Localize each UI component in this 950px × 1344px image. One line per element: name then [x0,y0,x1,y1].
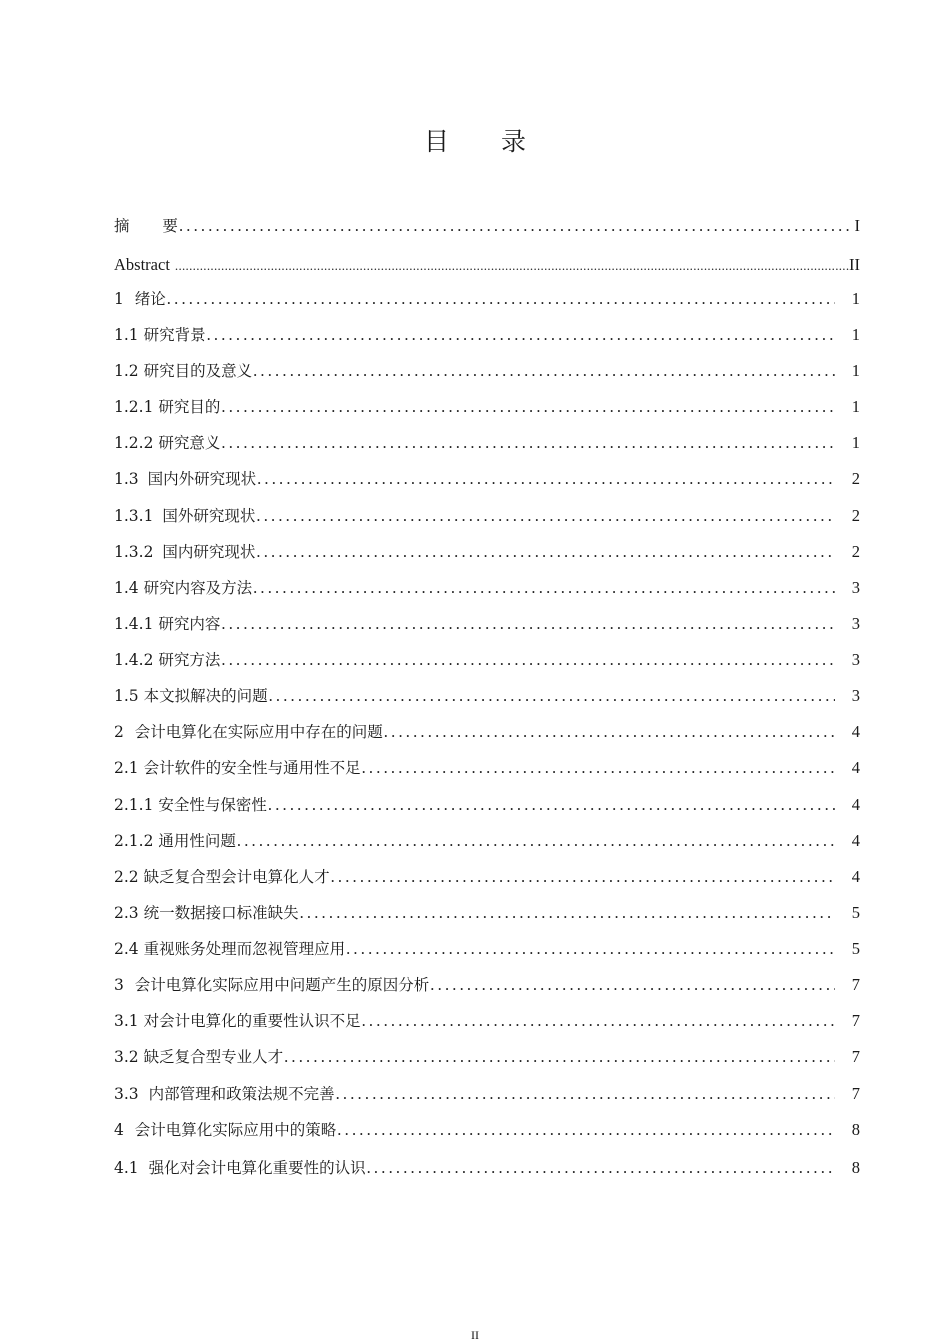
toc-leader [237,830,835,852]
toc-entry-page: 3 [851,650,860,669]
toc-entry-label: 1.2.2 研究意义 [114,434,221,452]
toc-leader [384,721,835,743]
toc-leader [300,902,835,924]
toc-leader [167,288,835,310]
toc-entry-label: 1 绪论 [114,290,166,308]
toc-entry-page: 1 [851,433,860,452]
toc-entry[interactable] [114,254,860,276]
toc-entry[interactable] [114,541,860,563]
toc-entry-page: 4 [851,795,860,814]
toc-leader [337,1119,835,1141]
toc-entry-label: 2.3 统一数据接口标准缺失 [114,904,299,922]
toc-entry[interactable] [114,1119,860,1141]
toc-entry-label: Abstract [114,255,170,274]
toc-entry-label: 2.1.2 通用性问题 [114,832,236,850]
toc-entry[interactable] [114,794,860,816]
toc-entry-page: 4 [851,867,860,886]
toc-entry-page: 2 [851,469,860,488]
toc-entry[interactable] [114,1083,860,1105]
toc-entry-page: 5 [851,939,860,958]
toc-entry-page: 8 [851,1158,860,1177]
toc-entry-page: II [849,255,860,274]
toc-entry[interactable] [114,613,860,635]
toc-leader [253,577,835,599]
toc-entry-page: 7 [851,1084,860,1103]
toc-entry-page: 3 [851,686,860,705]
toc-entry[interactable] [114,215,860,237]
toc-entry-label: 1.3 国内外研究现状 [114,470,257,488]
toc-leader [256,505,835,527]
toc-entry[interactable] [114,288,860,310]
toc-entry-label: 3 会计电算化实际应用中问题产生的原因分析 [114,976,430,994]
toc-entry-label: 1.4.1 研究内容 [114,615,221,633]
toc-entry-label: 4 会计电算化实际应用中的策略 [114,1121,337,1139]
toc-entry[interactable] [114,866,860,888]
toc-entry-label: 2.1.1 安全性与保密性 [114,796,267,814]
toc-entry-page: 4 [851,831,860,850]
toc-leader [221,396,835,418]
toc-entry-page: 4 [851,722,860,741]
toc-leader [221,649,835,671]
toc-entry-label: 3.2 缺乏复合型专业人才 [114,1048,284,1066]
toc-leader [331,866,835,888]
toc-entry-label: 1.3.2 国内研究现状 [114,543,256,561]
toc-entry[interactable] [114,1010,860,1032]
toc-entry-page: 2 [851,506,860,525]
page-number-footer: II [471,1328,479,1342]
toc-entry[interactable] [114,468,860,490]
toc-leader [253,360,835,382]
toc-entry[interactable] [114,974,860,996]
toc-entry[interactable] [114,649,860,671]
toc-entry-label: 2.1 会计软件的安全性与通用性不足 [114,759,361,777]
toc-entry-label: 1.4 研究内容及方法 [114,579,253,597]
toc-entry-label: 3.3 内部管理和政策法规不完善 [114,1085,335,1103]
toc-entry-label: 1.2.1 研究目的 [114,398,221,416]
toc-entry-label: 1.3.1 国外研究现状 [114,507,256,525]
toc-leader [221,613,835,635]
toc-leader [175,255,849,277]
toc-leader [269,685,835,707]
toc-entry-label: 1.1 研究背景 [114,326,206,344]
toc-entry[interactable] [114,721,860,743]
toc-entry[interactable] [114,396,860,418]
toc-entry-page: I [854,216,860,235]
toc-entry-page: 2 [851,542,860,561]
toc-entry-label: 2.4 重视账务处理而忽视管理应用 [114,940,346,958]
toc-entry-label: 摘 要 [114,217,192,235]
toc-entry[interactable] [114,1157,860,1179]
toc-entry[interactable] [114,902,860,924]
toc-entry[interactable] [114,830,860,852]
toc-entry-page: 7 [851,1047,860,1066]
toc-entry-label: 2.2 缺乏复合型会计电算化人才 [114,868,330,886]
toc-entry-page: 1 [851,289,860,308]
toc-entry-page: 7 [851,975,860,994]
toc-entry-label: 4.1 强化对会计电算化重要性的认识 [114,1159,366,1177]
toc-entry-page: 1 [851,397,860,416]
toc-leader [362,1010,835,1032]
toc-leader [346,938,835,960]
toc-title: 目 录 [424,127,548,156]
toc-entry[interactable] [114,324,860,346]
toc-entry-page: 8 [851,1120,860,1139]
toc-entry-label: 1.2 研究目的及意义 [114,362,253,380]
toc-entry-page: 3 [851,578,860,597]
toc-entry-label: 1.5 本文拟解决的问题 [114,687,268,705]
toc-entry[interactable] [114,577,860,599]
toc-entry-label: 3.1 对会计电算化的重要性认识不足 [114,1012,361,1030]
toc-entry-page: 1 [851,325,860,344]
toc-entry[interactable] [114,757,860,779]
toc-entry-page: 5 [851,903,860,922]
toc-leader [207,324,835,346]
toc-leader [268,794,835,816]
toc-entry-page: 7 [851,1011,860,1030]
toc-leader [336,1083,835,1105]
toc-leader [284,1046,835,1068]
toc-entry[interactable] [114,685,860,707]
toc-entry-label: 1.4.2 研究方法 [114,651,221,669]
toc-entry[interactable] [114,360,860,382]
toc-leader [256,541,835,563]
toc-leader [257,468,835,490]
toc-entry[interactable] [114,505,860,527]
toc-entry-page: 4 [851,758,860,777]
toc-entry-page: 1 [851,361,860,380]
toc-entry[interactable] [114,1046,860,1068]
toc-entry-label: 2 会计电算化在实际应用中存在的问题 [114,723,383,741]
toc-entry[interactable] [114,432,860,454]
toc-leader [179,215,850,237]
toc-entry-page: 3 [851,614,860,633]
toc-leader [221,432,835,454]
toc-entry[interactable] [114,938,860,960]
toc-leader [367,1157,835,1179]
toc-leader [362,757,835,779]
toc-leader [430,974,835,996]
